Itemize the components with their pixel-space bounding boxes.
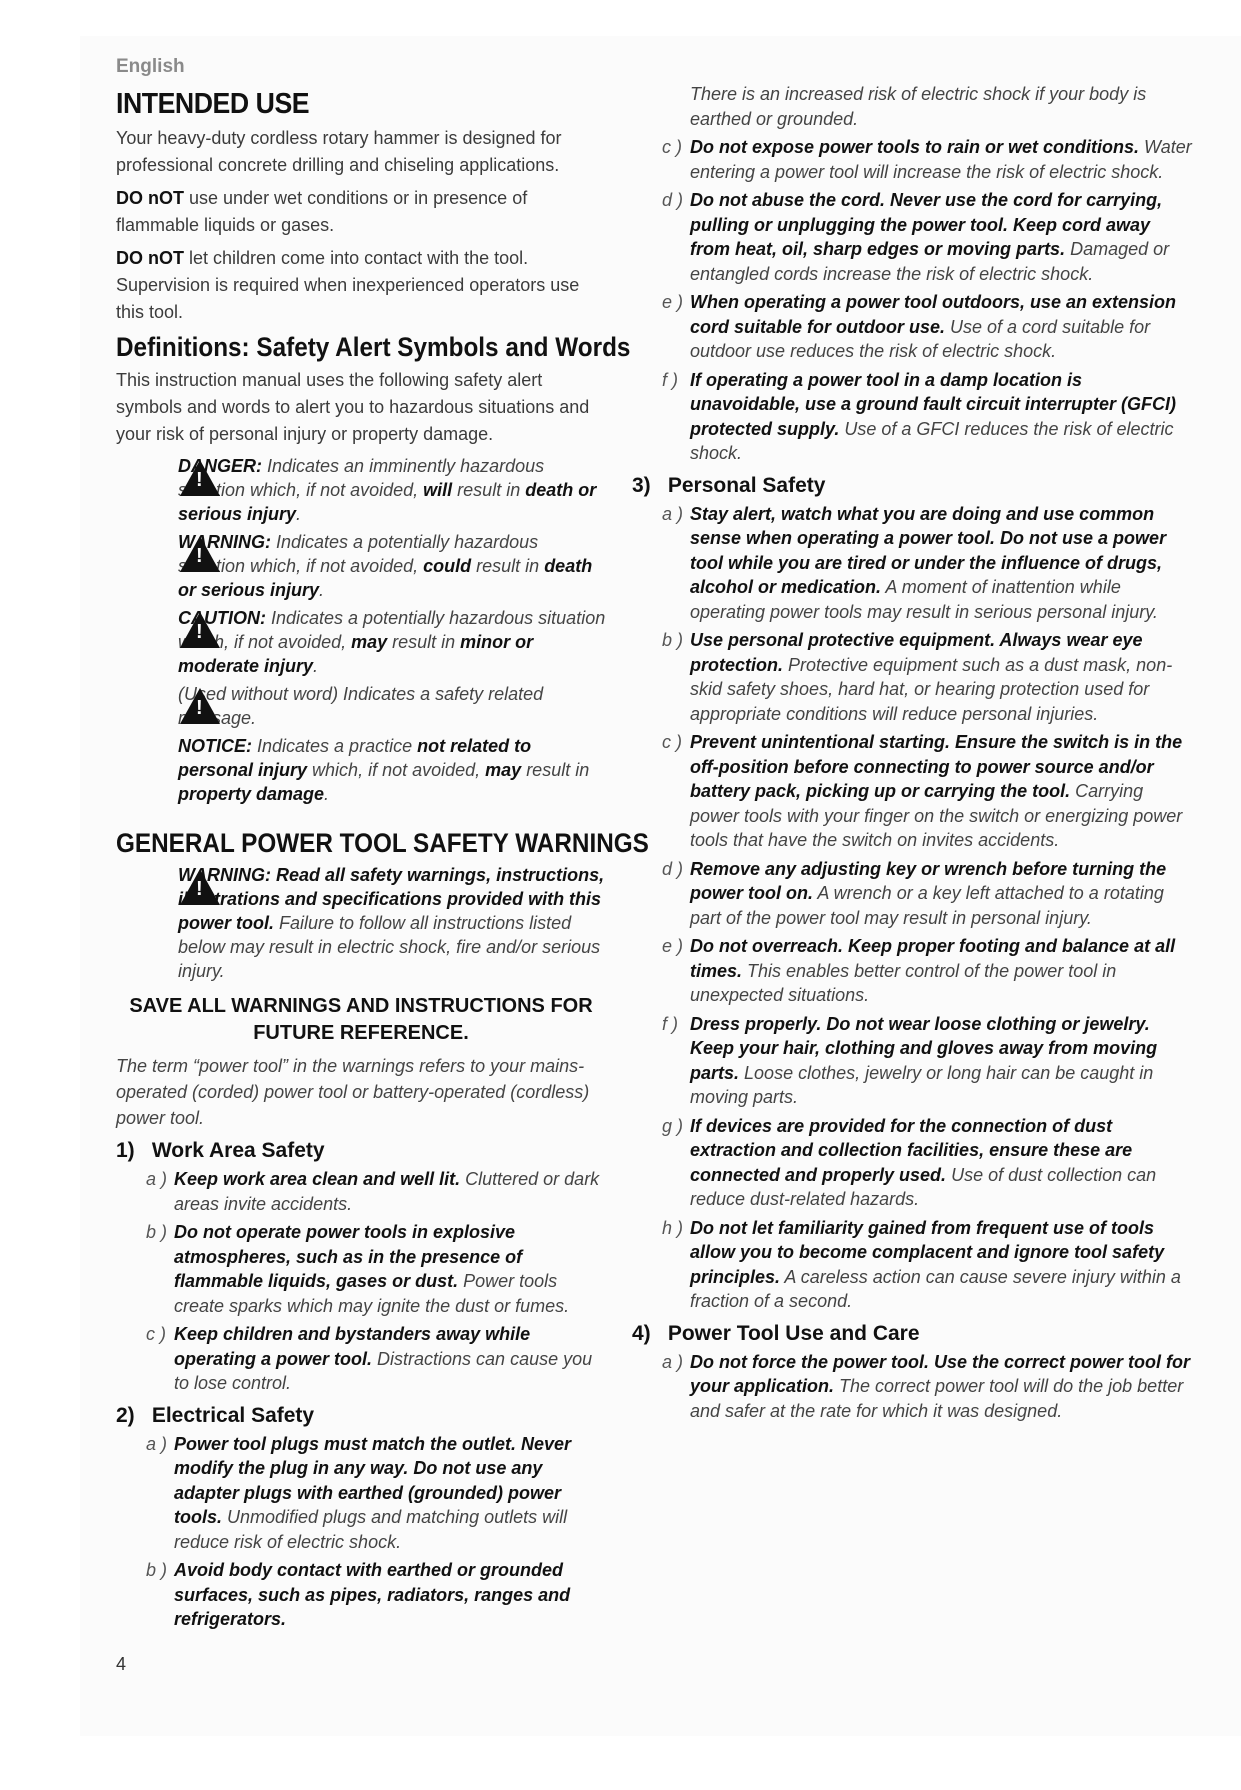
- left-column: [116, 56, 649, 1636]
- danger-definition: ! DANGER: Indicates an imminently hazardous situation which, if not avoided, will result in death or serious injury.: [178, 454, 608, 526]
- section-heading-tool-use: 4) Power Tool Use and Care: [632, 1321, 920, 1345]
- list-item: f ) If operating a power tool in a damp location is unavoidable, use a ground fault circuit interrupter (GFCI) protected supply. Use of a GFCI reduces the risk of electric shock.: [662, 369, 1177, 463]
- list-item: d ) Remove any adjusting key or wrench before turning the power tool on. A wrench or a key left attached to a rotating part of the power tool may result in personal injury.: [662, 858, 1167, 928]
- save-instructions-heading: SAVE ALL WARNINGS AND INSTRUCTIONS FOR FUTURE REFERENCE.: [129, 995, 593, 1044]
- caution-definition: ! CAUTION: Indicates a potentially hazardous situation which, if not avoided, may result in minor or moderate injury.: [178, 606, 608, 678]
- list-item: b ) Do not operate power tools in explosive atmospheres, such as in the presence of flammable liquids, gases or dust. Power tools create sparks which may ignite the dust or fumes.: [146, 1222, 570, 1316]
- list-item: c ) Do not expose power tools to rain or wet conditions. Water entering a power tool will increase the risk of electric shock.: [662, 137, 1192, 182]
- caution-alert-icon: [180, 612, 220, 648]
- warning-definition: ! WARNING: Indicates a potentially hazardous situation which, if not avoided, could result in death or serious injury.: [178, 530, 608, 602]
- general-warnings-heading: GENERAL POWER TOOL SAFETY WARNINGS: [116, 828, 649, 858]
- list-item: e ) Do not overreach. Keep proper footing and balance at all times. This enables better control of the power tool in unexpected situations.: [662, 936, 1176, 1005]
- page-number: 4: [116, 1654, 127, 1674]
- list-item: f ) Dress properly. Do not wear loose clothing or jewelry. Keep your hair, clothing and gloves away from moving parts. Loose clothes, jewelry or long hair can be caught in moving parts.: [662, 1013, 1158, 1107]
- right-column: [632, 82, 1192, 1427]
- list-item: d ) Do not abuse the cord. Never use the cord for carrying, pulling or unplugging the power tool. Keep cord away from heat, oil, sharp edges or moving parts. Damaged or entangled cords increase the risk of electric shock.: [662, 190, 1170, 284]
- danger-alert-icon: [180, 460, 220, 496]
- language-label: English: [116, 56, 185, 77]
- intended-use-paragraph: Your heavy-duty cordless rotary hammer is designed for professional concrete drilling and chiseling applications.: [116, 128, 562, 175]
- intended-use-heading: INTENDED USE: [116, 88, 310, 120]
- power-tool-term-definition: The term “power tool” in the warnings refers to your mains-operated (corded) power tool or battery-operated (cordless) power tool.: [116, 1056, 590, 1128]
- list-item: b ) Avoid body contact with earthed or grounded surfaces, such as pipes, radiators, ranges and refrigerators.: [146, 1560, 571, 1629]
- definitions-intro: This instruction manual uses the following safety alert symbols and words to alert you to hazardous situations and your risk of personal injury or property damage.: [116, 370, 590, 444]
- list-item: c ) Prevent unintentional starting. Ensure the switch is in the off-position before connecting to power source and/or battery pack, picking up or carrying the tool. Carrying power tools with your finger on the switch or energizing power tools that have the switch on invites accidents.: [662, 732, 1183, 850]
- list-item-continued: There is an increased risk of electric shock if your body is earthed or grounded.: [690, 84, 1147, 129]
- intended-use-wet-warning: DO nOT use under wet conditions or in presence of flammable liquids or gases.: [116, 188, 528, 235]
- safety-message-definition: ! (Used without word) Indicates a safety related message.: [178, 682, 608, 730]
- list-item: a ) Do not force the power tool. Use the correct power tool for your application. The correct power tool will do the job better and safer at the rate for which it was designed.: [662, 1351, 1191, 1421]
- list-item: a ) Keep work area clean and well lit. Cluttered or dark areas invite accidents.: [146, 1169, 600, 1214]
- list-item: c ) Keep children and bystanders away while operating a power tool. Distractions can cause you to lose control.: [146, 1324, 593, 1393]
- list-item: a ) Power tool plugs must match the outlet. Never modify the plug in any way. Do not use any adapter plugs with earthed (grounded) power tools. Unmodified plugs and matching outlets will reduce risk of electric shock.: [146, 1433, 572, 1552]
- definitions-heading: Definitions: Safety Alert Symbols and Words: [116, 332, 631, 362]
- list-item: a ) Stay alert, watch what you are doing and use common sense when operating a power tool. Do not use a power tool while you are tired or under the influence of drugs, alcohol or medication. A moment of inattention while operating power tools may result in serious personal injury.: [662, 503, 1167, 622]
- section-heading-personal: 3) Personal Safety: [632, 473, 826, 497]
- general-warning-box: ! WARNING: Read all safety warnings, instructions, illustrations and specifications provided with this power tool. Failure to follow all instructions listed below may result in electric shock, fire and/or serious injury.: [178, 863, 608, 983]
- section-heading-electrical: 2) Electrical Safety: [116, 1403, 315, 1427]
- general-warning-icon: [180, 869, 220, 905]
- warning-alert-icon: [180, 536, 220, 572]
- list-item: b ) Use personal protective equipment. Always wear eye protection. Protective equipment such as a dust mask, non-skid safety shoes, hard hat, or hearing protection used for appropriate conditions will reduce personal injuries.: [662, 630, 1173, 724]
- manual-page: [80, 36, 1241, 1736]
- notice-definition: NOTICE: Indicates a practice not related to personal injury which, if not avoided, may result in property damage.: [178, 736, 590, 804]
- intended-use-children-warning: DO nOT let children come into contact with the tool. Supervision is required when inexperienced operators use this tool.: [116, 248, 580, 322]
- list-item: e ) When operating a power tool outdoors, use an extension cord suitable for outdoor use. Use of a cord suitable for outdoor use reduces the risk of electric shock.: [662, 292, 1177, 361]
- section-heading-work-area: 1) Work Area Safety: [116, 1139, 325, 1162]
- safety-alert-icon: [180, 688, 220, 724]
- list-item: h ) Do not let familiarity gained from frequent use of tools allow you to become complacent and ignore tool safety principles. A careless action can cause severe injury within a fraction of a second.: [662, 1217, 1181, 1311]
- list-item: g ) If devices are provided for the connection of dust extraction and collection facilities, ensure these are connected and properly used. Use of dust collection can reduce dust-related hazards.: [662, 1115, 1157, 1209]
